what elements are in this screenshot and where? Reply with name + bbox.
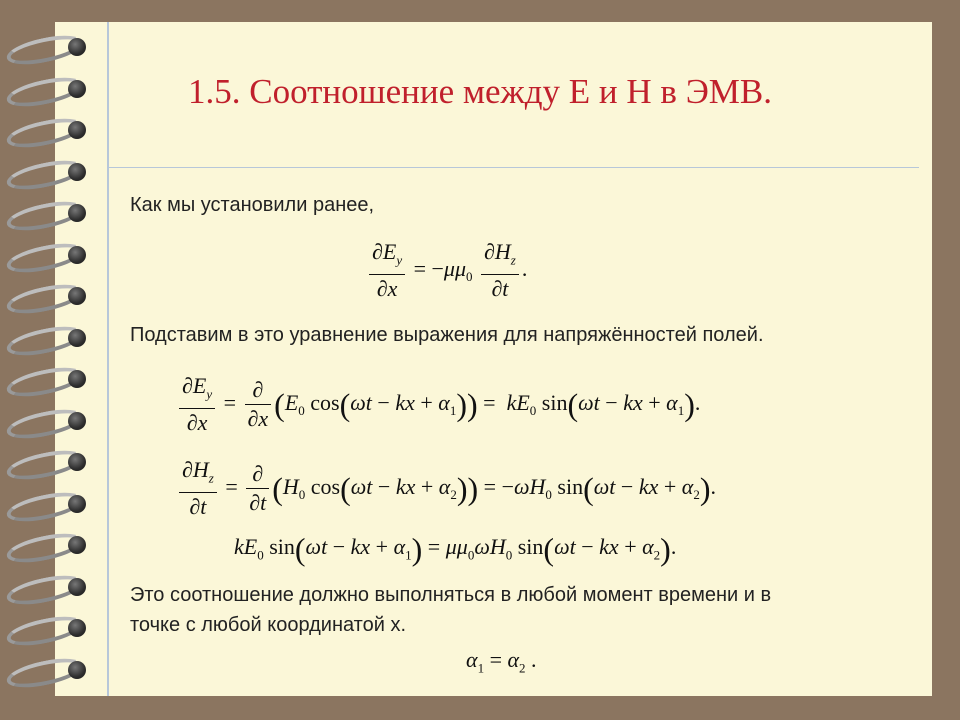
spiral-ring-icon [6, 572, 92, 602]
spiral-ring-icon [6, 406, 92, 436]
spiral-ring-icon [6, 115, 92, 145]
spiral-ring-icon [6, 655, 92, 685]
slide-title: 1.5. Соотношение между Е и Н в ЭМВ. [187, 72, 773, 111]
conclusion-line-2: точке с любой координатой х. [130, 614, 407, 636]
equation-combined: $kE_0$ sin(ωt − kx + $\alpha_1) = \mu\mu_0\omega H_0$ sin(ωt − kx + $\alpha_2$). [234, 530, 677, 567]
spiral-ring-icon [6, 157, 92, 187]
spiral-ring-icon [6, 281, 92, 311]
spiral-ring-icon [6, 32, 92, 62]
spiral-ring-icon [6, 489, 92, 519]
spiral-ring-icon [6, 198, 92, 228]
spiral-ring-icon [6, 530, 92, 560]
equation-h-derivative: $\frac{\partial H_z}{\partial t}$ = $\frac{\partial}{\partial t}$ ($H_0$ cos(ωt − kx + $\alpha_2)) = -\omega H_0$ sin(ωt − kx + $\alpha_2$). [176, 456, 716, 521]
conclusion-line-1: Это соотношение должно выполняться в любой момент времени и в [130, 584, 772, 606]
spiral-ring-icon [6, 447, 92, 477]
intro-text: Как мы установили ранее, [130, 194, 375, 216]
equation-e-derivative: $\frac{\partial E_y}{\partial x}$ = $\frac{\partial}{\partial x}$ ($E_0$ cos(ωt − kx + $\alpha_1)) = kE_0$ sin(ωt − kx + $\alpha_1$). [176, 372, 700, 437]
equation-phase-equality: $\alpha_1 = \alpha_2$ . [466, 647, 537, 676]
margin-line [107, 22, 109, 696]
substitute-text: Подставим в это уравнение выражения для напряжённостей полей. [130, 324, 764, 346]
spiral-ring-icon [6, 364, 92, 394]
spiral-ring-icon [6, 240, 92, 270]
title-divider [109, 167, 919, 168]
spiral-ring-icon [6, 323, 92, 353]
equation-maxwell: $\frac{\partial E_y}{\partial x}$ = $-\mu\mu_0$ $\frac{\partial H_z}{\partial t}$ . [366, 238, 527, 303]
spiral-ring-icon [6, 613, 92, 643]
